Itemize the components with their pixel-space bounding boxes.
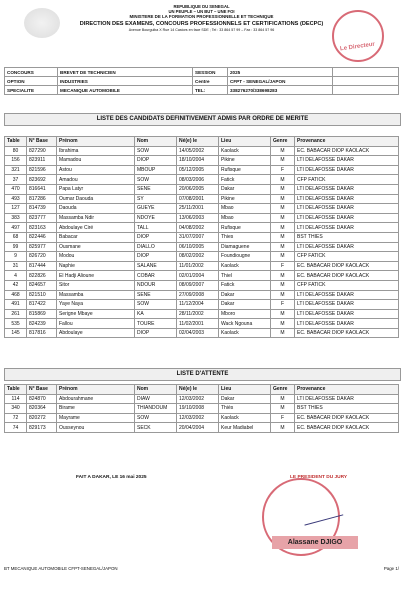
table-cell: 37 (5, 175, 27, 185)
table-cell: KA (135, 309, 177, 319)
table-cell: 156 (5, 156, 27, 166)
table-cell: 817286 (27, 194, 57, 204)
table-cell: 829173 (27, 423, 57, 433)
jury-president-title: LE PRESIDENT DU JURY (290, 475, 348, 480)
table-cell: Dakar (219, 300, 271, 310)
table-cell: LTI DELAFOSSE DAKAR (295, 309, 399, 319)
admis-row (5, 261, 399, 271)
table-cell: M (271, 146, 295, 156)
admis-row (5, 319, 399, 329)
table-cell: EC. BABACAR DIOP KAOLACK (295, 261, 399, 271)
table-cell: 07/08/2001 (177, 194, 219, 204)
table-cell: Ousmane (57, 242, 135, 252)
table-cell: 383 (5, 213, 27, 223)
attente-row (5, 413, 399, 423)
table-cell: Kaolack (219, 146, 271, 156)
table-cell: SOW (135, 146, 177, 156)
table-cell: Kaolack (219, 413, 271, 423)
table-cell: Abdoulaye Ciré (57, 223, 135, 233)
director-stamp-label: Le Directeur (340, 41, 376, 53)
table-cell: Thiès (219, 404, 271, 414)
table-cell: EC. BABACAR DIOP KAOLACK (295, 146, 399, 156)
table-cell: Fallou (57, 319, 135, 329)
admis-row (5, 184, 399, 194)
admis-row (5, 146, 399, 156)
column-header: Lieu (219, 385, 271, 395)
table-cell: THIANDOUM (135, 404, 177, 414)
admis-row (5, 328, 399, 338)
table-cell: LTI DELAFOSSE DAKAR (295, 223, 399, 233)
table-cell: 820364 (27, 404, 57, 414)
admis-row (5, 156, 399, 166)
table-cell: Mamadou (57, 156, 135, 166)
table-cell: 20/04/2004 (177, 423, 219, 433)
table-cell: 9 (5, 252, 27, 262)
table-cell: F (271, 165, 295, 175)
table-cell: Mbao (219, 204, 271, 214)
director-stamp (332, 10, 384, 62)
table-cell: 825977 (27, 242, 57, 252)
table-cell: LTI DELAFOSSE DAKAR (295, 204, 399, 214)
table-cell: Daouda (57, 204, 135, 214)
table-cell: Fatick (219, 175, 271, 185)
admis-section-title: LISTE DES CANDIDATS DEFINITIVEMENT ADMIS PAR ORDRE DE MERITE (4, 113, 401, 126)
table-cell: Pikine (219, 194, 271, 204)
table-cell: LTI DELAFOSSE DAKAR (295, 194, 399, 204)
table-cell: 25/11/2001 (177, 204, 219, 214)
table-cell: M (271, 404, 295, 414)
table-cell: 822826 (27, 271, 57, 281)
table-cell: Naphie (57, 261, 135, 271)
table-cell: 817422 (27, 300, 57, 310)
column-header: N° Base (27, 385, 57, 395)
admis-row (5, 271, 399, 281)
table-cell: 493 (5, 194, 27, 204)
table-cell: Massamba (57, 290, 135, 300)
table-cell: 127 (5, 204, 27, 214)
centre-label: Centre (193, 77, 228, 86)
table-cell: DIOP (135, 252, 177, 262)
concours-value: BREVET DE TECHNICIEN (58, 68, 193, 77)
table-cell: 72 (5, 413, 27, 423)
table-cell: 31 (5, 261, 27, 271)
table-cell: M (271, 175, 295, 185)
footer-text: BT MECANIQUE AUTOMOBILE CFPT-SENEGAL/JAPON (4, 566, 118, 571)
admis-row (5, 175, 399, 185)
table-cell: LTI DELAFOSSE DAKAR (295, 242, 399, 252)
table-cell: 11/01/2002 (177, 261, 219, 271)
ministry-line: MINISTERE DE LA FORMATION PROFESSIONNELLE ET TECHNIQUE (129, 14, 274, 19)
specialite-value: MECANIQUE AUTOMOBILE (58, 86, 193, 95)
table-cell: M (271, 232, 295, 242)
admis-row (5, 232, 399, 242)
table-cell: SENE (135, 290, 177, 300)
table-cell: TALL (135, 223, 177, 233)
table-cell: Fatick (219, 280, 271, 290)
table-cell: 817444 (27, 261, 57, 271)
table-cell: 821596 (27, 165, 57, 175)
column-header: Prénom (57, 385, 135, 395)
table-cell: Pikine (219, 156, 271, 166)
table-cell: M (271, 423, 295, 433)
table-cell: Dakar (219, 290, 271, 300)
table-cell: BST THIES (295, 404, 399, 414)
table-cell: M (271, 280, 295, 290)
table-cell: DIOP (135, 232, 177, 242)
table-cell: Foundiougne (219, 252, 271, 262)
table-cell: 145 (5, 328, 27, 338)
table-cell: Serigne Mbaye (57, 309, 135, 319)
table-cell: 27/09/2008 (177, 290, 219, 300)
column-header: Lieu (219, 137, 271, 147)
attente-row (5, 404, 399, 414)
republic-line: REPUBLIQUE DU SENEGAL (173, 4, 230, 9)
table-cell: Ousseynou (57, 423, 135, 433)
table-cell: 02/04/2003 (177, 328, 219, 338)
admis-table (4, 136, 399, 338)
table-cell: 468 (5, 290, 27, 300)
option-value: INDUSTRIES (58, 77, 193, 86)
tel-label: TEL: (193, 86, 228, 95)
table-cell: 340 (5, 404, 27, 414)
attente-row (5, 423, 399, 433)
attente-table (4, 384, 399, 433)
table-cell: 826720 (27, 252, 57, 262)
admis-row (5, 194, 399, 204)
table-cell: 823163 (27, 223, 57, 233)
table-cell: NDOUR (135, 280, 177, 290)
table-cell: Thies (219, 232, 271, 242)
admis-row (5, 280, 399, 290)
signatory-name: Alassane DJIGO (272, 536, 358, 549)
column-header: Né(e) le (177, 137, 219, 147)
address-line: Avenue Bourguiba X Rue 14 Castors en face SDE ; Tel : 33 864 57 99 – Fax : 33 864 57 96 (128, 28, 275, 32)
tel-value: 338276270/338698283 (228, 86, 333, 95)
table-cell: M (271, 194, 295, 204)
table-cell: 821510 (27, 290, 57, 300)
column-header: Provenance (295, 137, 399, 147)
table-cell: NDOYE (135, 213, 177, 223)
table-cell: LTI DELAFOSSE DAKAR (295, 394, 399, 404)
table-cell: 14/05/2002 (177, 146, 219, 156)
session-value: 2025 (228, 68, 333, 77)
table-cell: Massamba Ndir (57, 213, 135, 223)
table-cell: M (271, 204, 295, 214)
table-cell: Wack Ngouna (219, 319, 271, 329)
table-cell: CFP FATICK (295, 175, 399, 185)
table-cell: SALANE (135, 261, 177, 271)
table-cell: 08/03/2006 (177, 175, 219, 185)
table-cell: 4 (5, 271, 27, 281)
table-cell: Babacar (57, 232, 135, 242)
table-cell: 822446 (27, 232, 57, 242)
table-cell: 12/03/2002 (177, 413, 219, 423)
column-header: Provenance (295, 385, 399, 395)
centre-value: CFPT - SENEGAL/JAPON (228, 77, 333, 86)
table-cell: Oumar Daouda (57, 194, 135, 204)
table-cell: CFP FATICK (295, 280, 399, 290)
column-header: Nom (135, 137, 177, 147)
table-cell: 12/03/2002 (177, 394, 219, 404)
table-cell: Mboro (219, 309, 271, 319)
table-cell: 06/10/2005 (177, 242, 219, 252)
table-cell: SECK (135, 423, 177, 433)
table-cell: COBAR (135, 271, 177, 281)
table-cell: SOW (135, 413, 177, 423)
table-cell: 68 (5, 232, 27, 242)
admis-header-row (5, 137, 399, 147)
table-cell: 824657 (27, 280, 57, 290)
admis-row (5, 165, 399, 175)
table-cell: M (271, 290, 295, 300)
table-cell: F (271, 261, 295, 271)
table-cell: TOURE (135, 319, 177, 329)
admis-row (5, 309, 399, 319)
attente-header-row (5, 385, 399, 395)
table-cell: 42 (5, 280, 27, 290)
table-cell: LTI DELAFOSSE DAKAR (295, 319, 399, 329)
table-cell: 816641 (27, 184, 57, 194)
table-cell: Papa Latyr (57, 184, 135, 194)
table-cell: LTI DELAFOSSE DAKAR (295, 165, 399, 175)
table-cell: Kaolack (219, 328, 271, 338)
table-cell: 19/10/2008 (177, 404, 219, 414)
table-cell: EC. BABACAR DIOP KAOLACK (295, 423, 399, 433)
table-cell: Abdoulaye (57, 328, 135, 338)
table-cell: 08/02/2002 (177, 252, 219, 262)
table-cell: EC. BABACAR DIOP KAOLACK (295, 328, 399, 338)
table-cell: M (271, 242, 295, 252)
table-cell: M (271, 156, 295, 166)
table-cell: SOW (135, 175, 177, 185)
column-header: Genre (271, 137, 295, 147)
column-header: Prénom (57, 137, 135, 147)
table-cell: M (271, 319, 295, 329)
table-cell: LTI DELAFOSSE DAKAR (295, 300, 399, 310)
admis-row (5, 290, 399, 300)
table-cell: DIAW (135, 394, 177, 404)
table-cell: El Hadji Alioune (57, 271, 135, 281)
table-cell: 74 (5, 423, 27, 433)
table-cell: MBOUP (135, 165, 177, 175)
admis-row (5, 300, 399, 310)
attente-section-title: LISTE D'ATTENTE (4, 368, 401, 381)
table-cell: BST THIES (295, 232, 399, 242)
table-cell: Birame (57, 404, 135, 414)
table-cell: LTI DELAFOSSE DAKAR (295, 156, 399, 166)
table-cell: 470 (5, 184, 27, 194)
table-cell: Mbao (219, 213, 271, 223)
table-cell: SY (135, 194, 177, 204)
table-cell: LTI DELAFOSSE DAKAR (295, 184, 399, 194)
table-cell: 827290 (27, 146, 57, 156)
table-cell: 823911 (27, 156, 57, 166)
table-cell: 497 (5, 223, 27, 233)
table-cell: LTI DELAFOSSE DAKAR (295, 290, 399, 300)
column-header: Nom (135, 385, 177, 395)
table-cell: F (271, 300, 295, 310)
table-cell: Rufisque (219, 223, 271, 233)
table-cell: 04/08/2002 (177, 223, 219, 233)
table-cell: M (271, 213, 295, 223)
table-cell: 820272 (27, 413, 57, 423)
admis-row (5, 252, 399, 262)
table-cell: 02/01/2004 (177, 271, 219, 281)
table-cell: F (271, 413, 295, 423)
concours-label: CONCOURS (5, 68, 58, 77)
table-cell: 823692 (27, 175, 57, 185)
table-cell: EC. BABACAR DIOP KAOLACK (295, 413, 399, 423)
admis-row (5, 223, 399, 233)
table-cell: Astou (57, 165, 135, 175)
table-cell: 18/10/2004 (177, 156, 219, 166)
table-cell: 13/06/2003 (177, 213, 219, 223)
table-cell: 321 (5, 165, 27, 175)
table-cell: Sitor (57, 280, 135, 290)
column-header: Table (5, 137, 27, 147)
table-cell: 817816 (27, 328, 57, 338)
option-label: OPTION (5, 77, 58, 86)
table-cell: Diamaguene (219, 242, 271, 252)
table-cell: Rufisque (219, 165, 271, 175)
table-cell: DIALLO (135, 242, 177, 252)
page-number: Page 1/ (383, 566, 399, 571)
table-cell: 815869 (27, 309, 57, 319)
table-cell: 535 (5, 319, 27, 329)
table-cell: 99 (5, 242, 27, 252)
attente-row (5, 394, 399, 404)
exam-info-table (4, 67, 399, 95)
table-cell: M (271, 309, 295, 319)
table-cell: 261 (5, 309, 27, 319)
table-cell: Abdourahmane (57, 394, 135, 404)
table-cell: 823777 (27, 213, 57, 223)
column-header: Table (5, 385, 27, 395)
table-cell: EC. BABACAR DIOP KAOLACK (295, 271, 399, 281)
column-header: N° Base (27, 137, 57, 147)
table-cell: Mayrame (57, 413, 135, 423)
table-cell: DIOP (135, 328, 177, 338)
place-date-line: FAIT A DAKAR, LE 16 mai 2025 (76, 475, 147, 480)
admis-row (5, 242, 399, 252)
admis-row (5, 204, 399, 214)
table-cell: Yaye Naya (57, 300, 135, 310)
table-cell: Kaolack (219, 261, 271, 271)
table-cell: Thiel (219, 271, 271, 281)
motto-line: UN PEUPLE – UN BUT – UNE FOI (168, 9, 235, 14)
table-cell: 11/02/2001 (177, 319, 219, 329)
table-cell: 824239 (27, 319, 57, 329)
table-cell: M (271, 252, 295, 262)
table-cell: 08/09/2007 (177, 280, 219, 290)
attente-body (5, 394, 399, 432)
table-cell: DIOP (135, 156, 177, 166)
table-cell: Keur Madiabel (219, 423, 271, 433)
table-cell: Amadou (57, 175, 135, 185)
table-cell: M (271, 223, 295, 233)
table-cell: 824870 (27, 394, 57, 404)
table-cell: Modou (57, 252, 135, 262)
specialite-label: SPECIALITE (5, 86, 58, 95)
column-header: Genre (271, 385, 295, 395)
admis-body (5, 146, 399, 338)
table-cell: M (271, 271, 295, 281)
admis-row (5, 213, 399, 223)
session-label: SESSION (193, 68, 228, 77)
table-cell: 814739 (27, 204, 57, 214)
table-cell: Dakar (219, 184, 271, 194)
table-cell: 491 (5, 300, 27, 310)
table-cell: GUEYE (135, 204, 177, 214)
table-cell: 05/12/2005 (177, 165, 219, 175)
table-cell: Ibrahima (57, 146, 135, 156)
table-cell: 114 (5, 394, 27, 404)
table-cell: SENE (135, 184, 177, 194)
table-cell: SOW (135, 300, 177, 310)
table-cell: 80 (5, 146, 27, 156)
table-cell: LTI DELAFOSSE DAKAR (295, 213, 399, 223)
table-cell: 28/11/2002 (177, 309, 219, 319)
table-cell: 20/06/2005 (177, 184, 219, 194)
direction-line: DIRECTION DES EXAMENS, CONCOURS PROFESSIONNELS ET CERTIFICATIONS (DECPC) (79, 21, 324, 27)
table-cell: 11/12/2004 (177, 300, 219, 310)
column-header: Né(e) le (177, 385, 219, 395)
table-cell: Dakar (219, 394, 271, 404)
table-cell: CFP FATICK (295, 252, 399, 262)
table-cell: M (271, 184, 295, 194)
table-cell: 31/07/2007 (177, 232, 219, 242)
table-cell: M (271, 328, 295, 338)
table-cell: M (271, 394, 295, 404)
